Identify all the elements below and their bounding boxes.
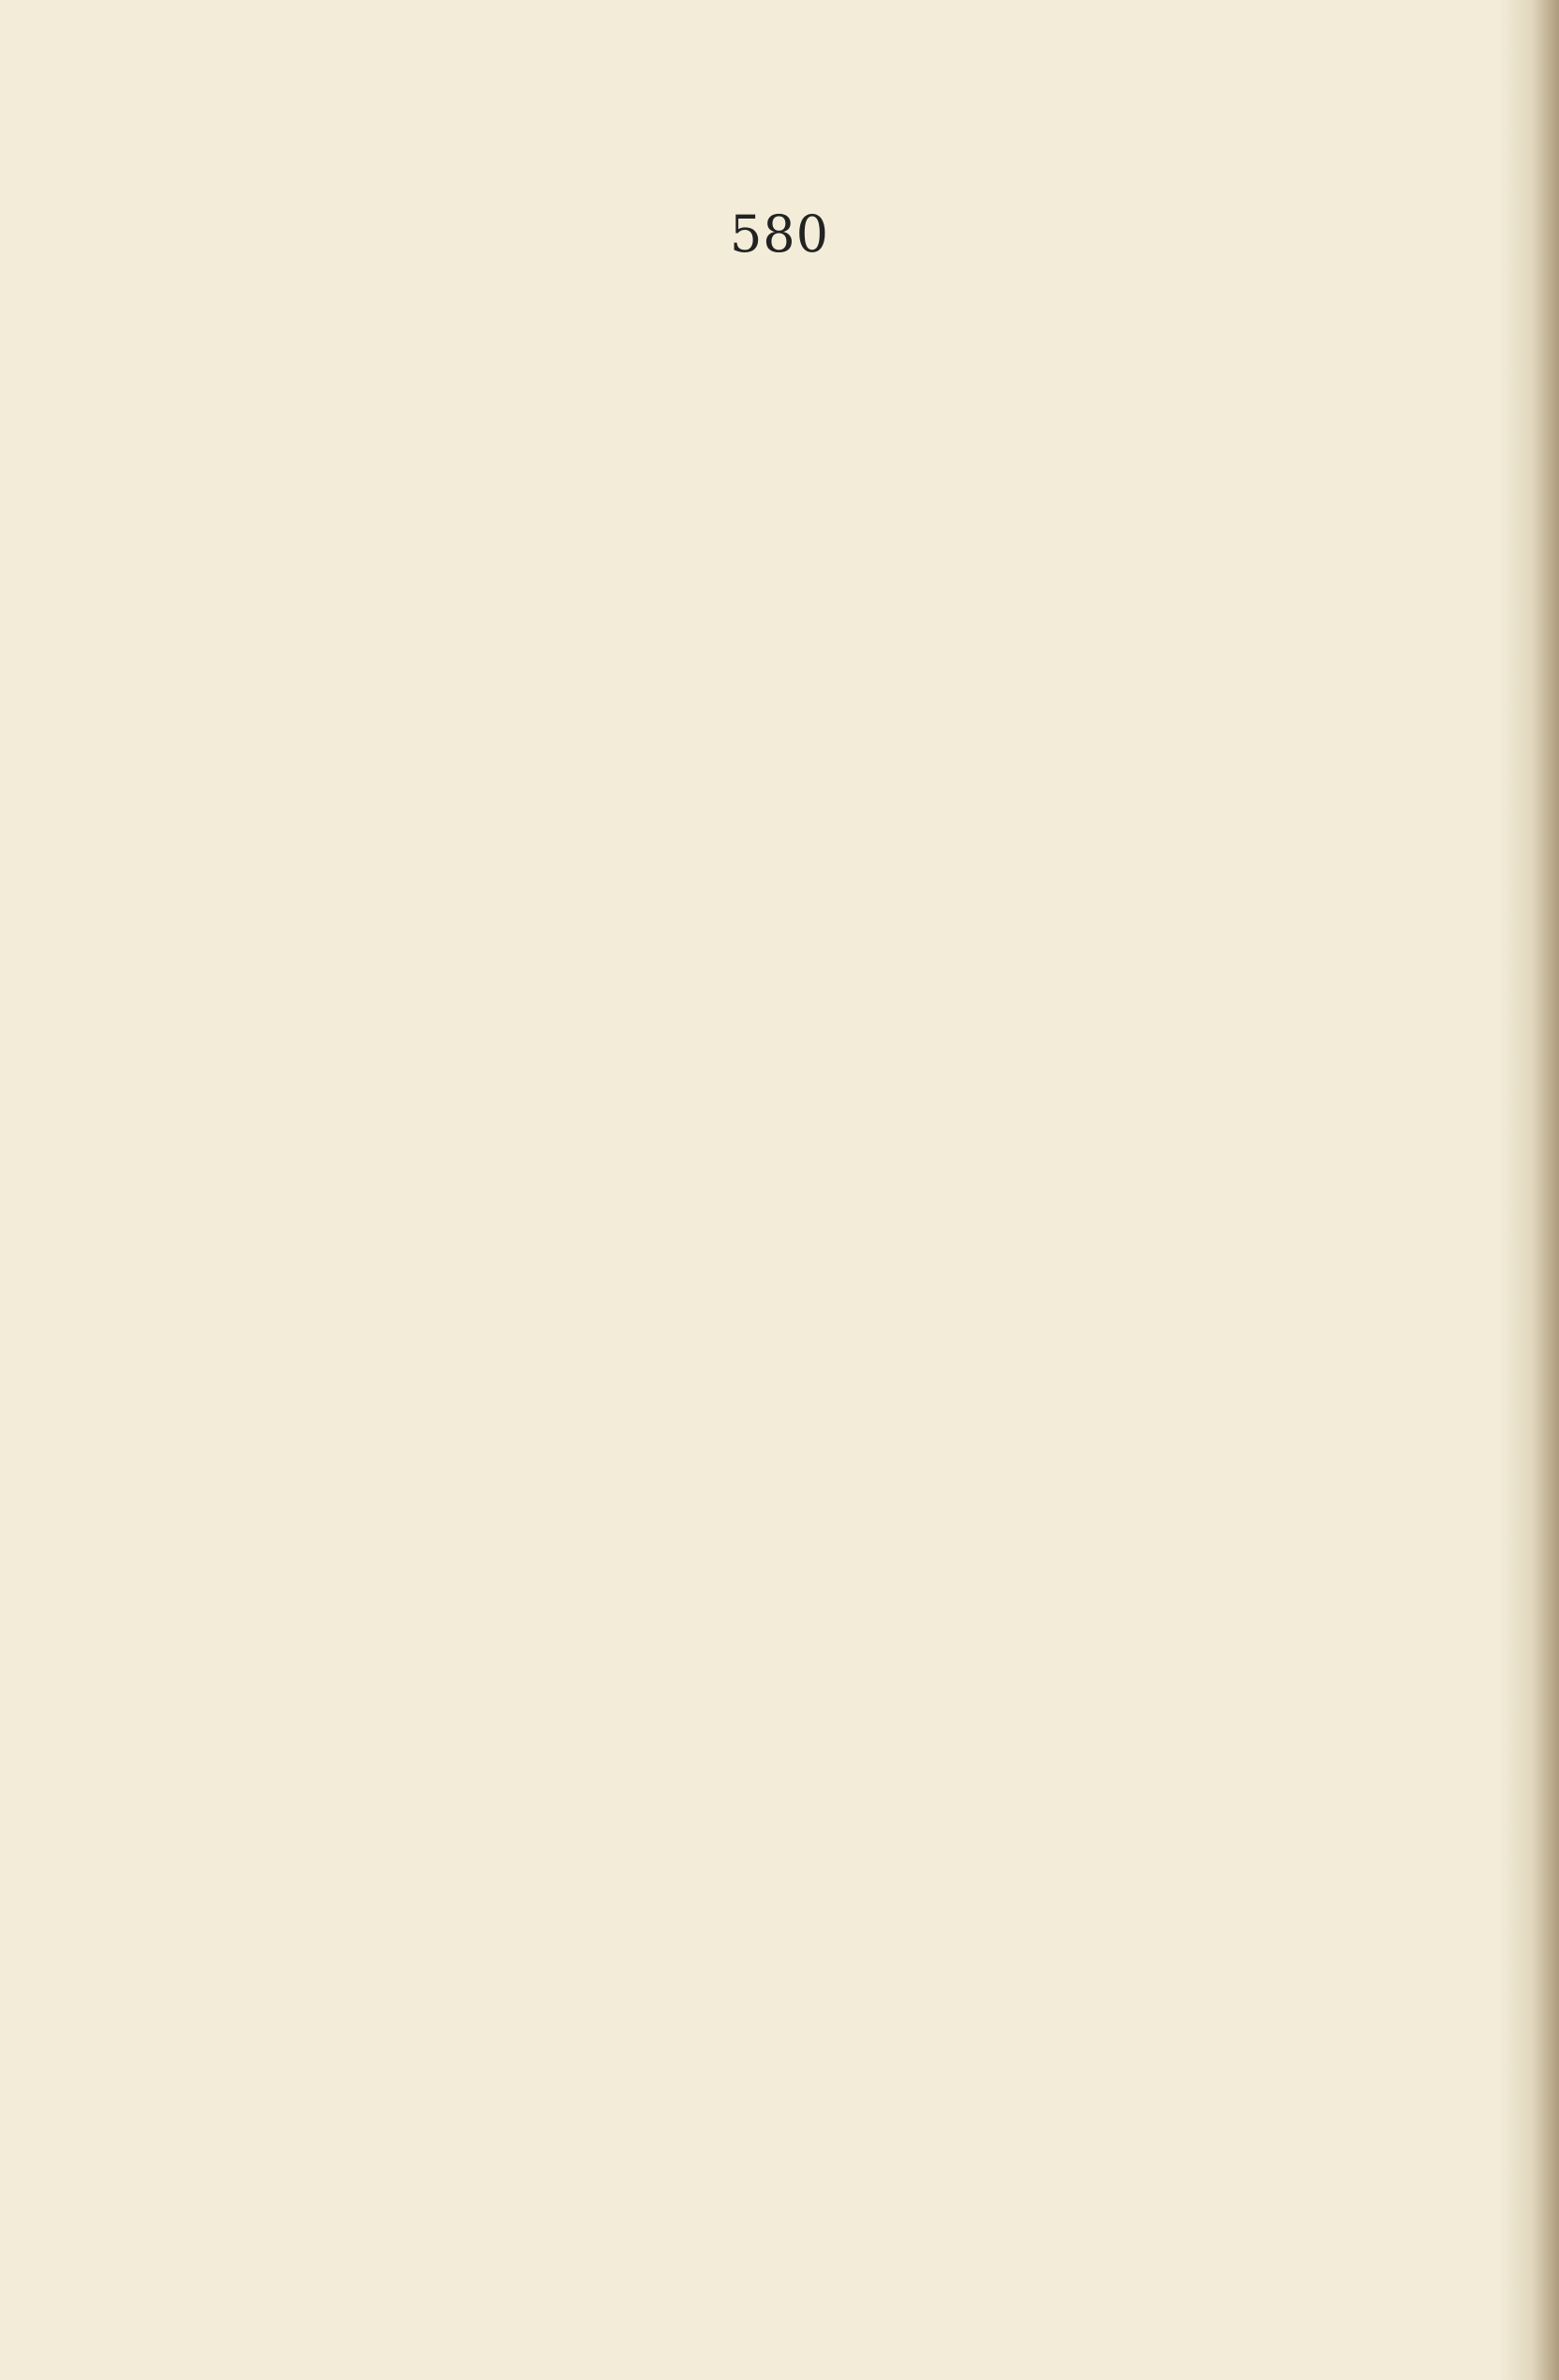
page-number: 580 [729,205,830,264]
page-edge-shadow [1499,0,1559,2380]
body-text [300,300,1379,2130]
